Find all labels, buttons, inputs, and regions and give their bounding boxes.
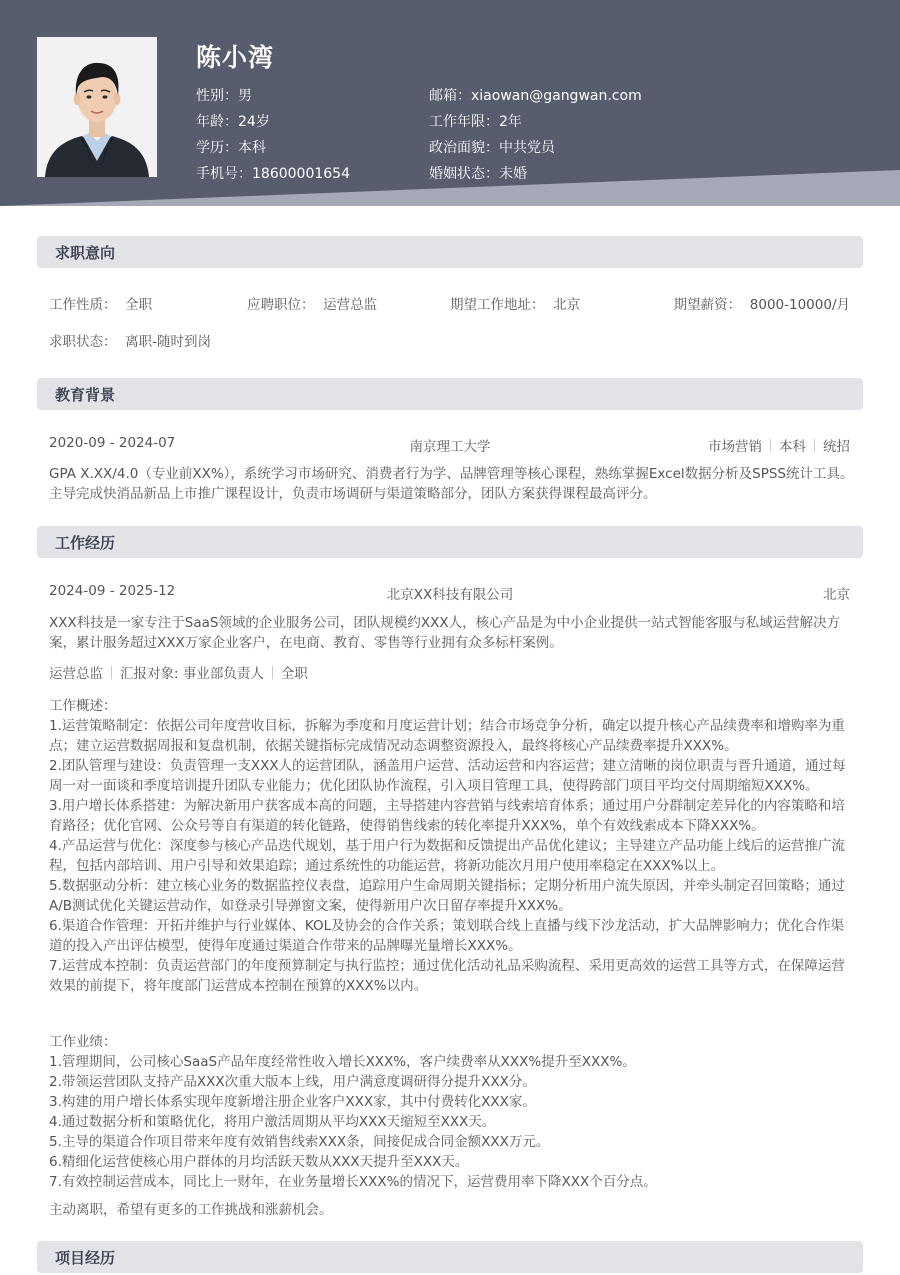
study-mode-tag: 统招	[823, 439, 850, 455]
achievement-item: 4.通过数据分析和策略优化，将用户激活周期从平均XXX天缩短至XXX天。	[49, 1114, 496, 1130]
work-achievements	[49, 1032, 855, 1192]
leave-reason: 主动离职，希望有更多的工作挑战和涨薪机会。	[49, 1202, 333, 1218]
work-years-label: 工作年限：	[429, 114, 499, 130]
phone-value[interactable]: 18600001654	[252, 166, 350, 182]
work-date: 2024-09 - 2025-12	[49, 583, 176, 599]
overview-item: 1.运营策略制定：依据公司年度营收目标，拆解为季度和月度运营计划；结合市场竞争分析，确定以提升核心产品续费率和增购率为重点；建立运营数据周报和复盘机制，依据关键指标完成情况动态调整资源投入，最终将核心产品续费率提升XXX%。	[49, 718, 845, 754]
divider	[770, 439, 771, 452]
role-tag: 运营总监	[49, 666, 103, 682]
divider	[814, 439, 815, 452]
report-to-tag: 汇报对象: 事业部负责人	[120, 666, 264, 682]
phone-label: 手机号：	[196, 166, 252, 182]
section-header-education	[37, 378, 863, 410]
achievement-item: 2.带领运营团队支持产品XXX次重大版本上线，用户满意度调研得分提升XXX分。	[49, 1074, 536, 1090]
achievement-item: 7.有效控制运营成本，同比上一财年，在业务量增长XXX%的情况下，运营费用率下降XXX个百分点。	[49, 1174, 657, 1190]
employment-tag: 全职	[280, 666, 308, 682]
section-title-intention: 求职意向	[55, 244, 116, 262]
expected-city-label: 期望工作地址：	[450, 297, 545, 313]
achievement-item: 3.构建的用户增长体系实现年度新增注册企业客户XXX家，其中付费转化XXX家。	[49, 1094, 536, 1110]
overview-item: 6.渠道合作管理：开拓并维护与行业媒体、KOL及协会的合作关系；策划联合线上直播与线下沙龙活动，扩大品牌影响力；优化合作渠道的投入产出评估模型，使得年度通过渠道合作带来的品牌曝光量增长XXX%。	[49, 918, 845, 954]
applied-position-field	[247, 293, 377, 313]
applied-position-label: 应聘职位：	[247, 297, 315, 313]
section-header-project	[37, 1241, 863, 1273]
work-overview	[49, 696, 855, 996]
phone-field	[196, 163, 350, 183]
expected-salary-value: 8000-10000/月	[749, 297, 850, 313]
overview-item: 5.数据驱动分析：建立核心业务的数据监控仪表盘，追踪用户生命周期关键指标；定期分析用户流失原因，并牵头制定召回策略；通过A/B测试优化关键运营动作，如登录引导弹窗文案，使得新用户次日留存率提升XXX%。	[49, 878, 845, 914]
job-status-value: 离职-随时到岗	[125, 334, 211, 350]
divider	[272, 666, 273, 679]
expected-salary-field	[674, 293, 850, 313]
overview-item: 4.产品运营与优化：深度参与核心产品迭代规划，基于用户行为数据和反馈提出产品优化建议；主导建立产品功能上线后的运营推广流程，包括内部培训、用户引导和效果追踪；通过系统性的功能运营，将新功能次月用户使用率稳定在XXX%以上。	[49, 838, 845, 874]
education-level-label: 学历：	[196, 140, 238, 156]
section-title-work: 工作经历	[55, 534, 116, 552]
overview-item: 2.团队管理与建设：负责管理一支XXX人的运营团队，涵盖用户运营、活动运营和内容运营；建立清晰的岗位职责与晋升通道，通过每周一对一面谈和季度培训提升团队专业能力；优化团队协作流程，引入项目管理工具，使得跨部门项目平均交付周期缩短XXX%。	[49, 758, 846, 794]
school-name: 南京理工大学	[409, 439, 491, 455]
political-status-value: 中共党员	[499, 140, 555, 156]
section-title-project: 项目经历	[55, 1249, 116, 1267]
expected-city-value: 北京	[553, 297, 581, 313]
company-intro: XXX科技是一家专注于SaaS领域的企业服务公司，团队规模约XXX人，核心产品是为中小企业提供一站式智能客服与私域运营解决方案，累计服务超过XXX万家企业客户，在电商、教育、零售等行业拥有众多标杆案例。	[49, 615, 841, 651]
marital-status-field	[429, 163, 527, 183]
divider	[111, 666, 112, 679]
gender-field	[196, 85, 252, 105]
work-tags	[49, 662, 308, 682]
achievement-item: 5.主导的渠道合作项目带来年度有效销售线索XXX条，间接促成合同金额XXX万元。	[49, 1134, 550, 1150]
education-level-value: 本科	[238, 140, 266, 156]
applied-position-value: 运营总监	[323, 297, 378, 313]
marital-status-label: 婚姻状态：	[429, 166, 499, 182]
job-status-label: 求职状态：	[49, 334, 117, 350]
achievement-item: 6.精细化运营使核心用户群体的月均活跃天数从XXX天提升至XXX天。	[49, 1154, 469, 1170]
overview-title: 工作概述：	[49, 698, 117, 714]
section-header-work	[37, 526, 863, 558]
age-label: 年龄：	[196, 114, 238, 130]
email-label: 邮箱：	[429, 88, 471, 104]
work-years-value: 2年	[499, 114, 522, 130]
overview-item: 7.运营成本控制：负责运营部门的年度预算制定与执行监控；通过优化活动礼品采购流程、采用更高效的运营工具等方式，在保障运营效果的前提下，将年度部门运营成本控制在预算的XXX%以内。	[49, 958, 845, 994]
gender-value: 男	[238, 88, 252, 104]
section-header-intention	[37, 236, 863, 268]
age-field	[196, 111, 270, 131]
political-status-field	[429, 137, 555, 157]
education-tags	[708, 435, 850, 455]
overview-item: 3.用户增长体系搭建：为解决新用户获客成本高的问题，主导搭建内容营销与线索培育体系；通过用户分群制定差异化的内容策略和培育路径；优化官网、公众号等自有渠道的转化链路，使得销售线索的转化率提升XXX%，单个有效线索成本下降XXX%。	[49, 798, 845, 834]
work-years-field	[429, 111, 522, 131]
company-name: 北京XX科技有限公司	[386, 587, 514, 603]
political-status-label: 政治面貌：	[429, 140, 499, 156]
email-value[interactable]: xiaowan@gangwan.com	[471, 88, 642, 104]
marital-status-value: 未婚	[499, 166, 527, 182]
degree-tag: 本科	[779, 439, 806, 455]
email-field	[429, 85, 642, 105]
achievement-item: 1.管理期间，公司核心SaaS产品年度经常性收入增长XXX%，客户续费率从XXX%提升至XXX%。	[49, 1054, 636, 1070]
education-description: GPA X.XX/4.0（专业前XX%），系统学习市场研究、消费者行为学、品牌管理等核心课程，熟练掌握Excel数据分析及SPSS统计工具。主导完成快消品新品上市推广课程设计，负责市场调研与渠道策略部分，团队方案获得课程最高评分。	[49, 466, 854, 502]
education-date: 2020-09 - 2024-07	[49, 435, 176, 451]
job-type-field	[49, 293, 152, 313]
gender-label: 性别：	[196, 88, 238, 104]
expected-salary-label: 期望薪资：	[673, 297, 742, 313]
expected-city-field	[450, 293, 580, 313]
job-status-field	[49, 330, 211, 350]
candidate-name: 陈小湾	[196, 43, 275, 72]
job-type-label: 工作性质：	[49, 297, 117, 313]
achievements-title: 工作业绩：	[49, 1034, 117, 1050]
work-city: 北京	[823, 587, 850, 603]
age-value: 24岁	[238, 114, 270, 130]
section-title-education: 教育背景	[55, 386, 116, 404]
resume-header	[0, 0, 900, 206]
education-level-field	[196, 137, 266, 157]
job-type-value: 全职	[125, 297, 153, 313]
avatar-photo	[37, 37, 157, 177]
major-tag: 市场营销	[708, 439, 762, 455]
